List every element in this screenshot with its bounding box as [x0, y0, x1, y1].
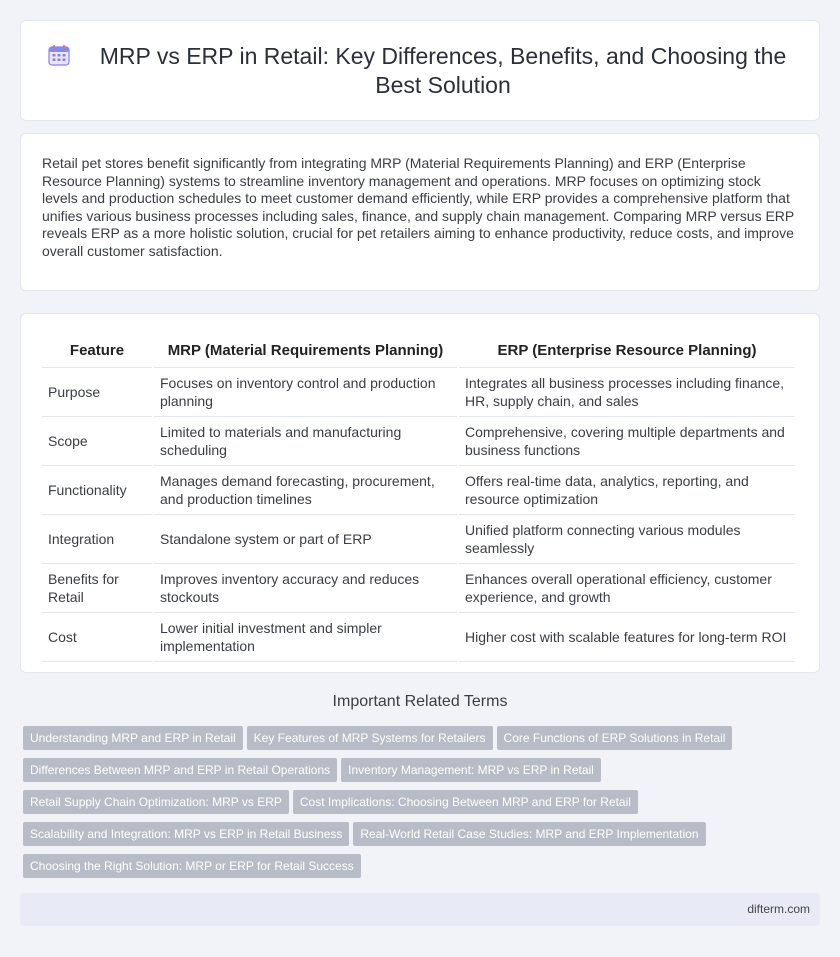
- calendar-icon: [47, 43, 71, 67]
- table-header-row: [42, 334, 795, 368]
- table-row: [42, 564, 795, 613]
- header: [21, 21, 819, 120]
- header-mrp: MRP (Material Requirements Planning): [154, 334, 457, 368]
- mrp-cell: Standalone system or part of ERP: [154, 515, 457, 564]
- table-row: [42, 515, 795, 564]
- comparison-table: [40, 334, 797, 662]
- mrp-cell: Improves inventory accuracy and reduces stockouts: [154, 564, 457, 613]
- erp-cell: Higher cost with scalable features for long-term ROI: [459, 613, 795, 662]
- related-term-link[interactable]: Cost Implications: Choosing Between MRP and ERP for Retail: [293, 790, 638, 814]
- feature-cell: Cost: [42, 613, 152, 662]
- feature-cell: Benefits for Retail: [42, 564, 152, 613]
- table-row: [42, 417, 795, 466]
- footer-site-link[interactable]: difterm.com: [747, 902, 810, 916]
- table-row: [42, 613, 795, 662]
- related-term-link[interactable]: Scalability and Integration: MRP vs ERP in Retail Business: [23, 822, 349, 846]
- feature-cell: Purpose: [42, 368, 152, 417]
- related-term-link[interactable]: Differences Between MRP and ERP in Retail Operations: [23, 758, 337, 782]
- intro-paragraph: Retail pet stores benefit significantly from integrating MRP (Material Requirements Planning) and ERP (Enterprise Resource Planning) systems to streamline inventory management and operations. MRP focuses on optimizing stock levels and production schedules to meet customer demand efficiently, while ERP provides a comprehensive platform that unifies various business processes including sales, finance, and supply chain management. Comparing MRP versus ERP reveals ERP as a more holistic solution, crucial for pet retailers aiming to enhance productivity, reduce costs, and improve overall customer satisfaction.: [42, 155, 794, 259]
- feature-cell: Functionality: [42, 466, 152, 515]
- related-terms-list: [23, 726, 813, 886]
- related-term-link[interactable]: Choosing the Right Solution: MRP or ERP for Retail Success: [23, 854, 361, 878]
- related-term-link[interactable]: Real-World Retail Case Studies: MRP and ERP Implementation: [353, 822, 705, 846]
- erp-cell: Offers real-time data, analytics, reporting, and resource optimization: [459, 466, 795, 515]
- comparison-card: [20, 313, 820, 673]
- table-row: [42, 466, 795, 515]
- header-erp: ERP (Enterprise Resource Planning): [459, 334, 795, 368]
- mrp-cell: Manages demand forecasting, procurement, and production timelines: [154, 466, 457, 515]
- erp-cell: Enhances overall operational efficiency, customer experience, and growth: [459, 564, 795, 613]
- related-terms-title: Important Related Terms: [332, 693, 508, 710]
- related-term-link[interactable]: Inventory Management: MRP vs ERP in Retail: [341, 758, 601, 782]
- mrp-cell: Lower initial investment and simpler implementation: [154, 613, 457, 662]
- table-row: [42, 368, 795, 417]
- intro-card: [20, 133, 820, 291]
- related-term-link[interactable]: Key Features of MRP Systems for Retailers: [247, 726, 493, 750]
- erp-cell: Unified platform connecting various modules seamlessly: [459, 515, 795, 564]
- related-term-link[interactable]: Core Functions of ERP Solutions in Retail: [497, 726, 733, 750]
- related-term-link[interactable]: Understanding MRP and ERP in Retail: [23, 726, 243, 750]
- footer: [20, 893, 820, 926]
- feature-cell: Scope: [42, 417, 152, 466]
- page-title: MRP vs ERP in Retail: Key Differences, Benefits, and Choosing the Best Solution: [99, 42, 787, 98]
- erp-cell: Integrates all business processes including finance, HR, supply chain, and sales: [459, 368, 795, 417]
- mrp-cell: Limited to materials and manufacturing scheduling: [154, 417, 457, 466]
- feature-cell: Integration: [42, 515, 152, 564]
- erp-cell: Comprehensive, covering multiple departments and business functions: [459, 417, 795, 466]
- mrp-cell: Focuses on inventory control and production planning: [154, 368, 457, 417]
- header-feature: Feature: [42, 334, 152, 368]
- header-card: [20, 20, 820, 121]
- related-term-link[interactable]: Retail Supply Chain Optimization: MRP vs ERP: [23, 790, 289, 814]
